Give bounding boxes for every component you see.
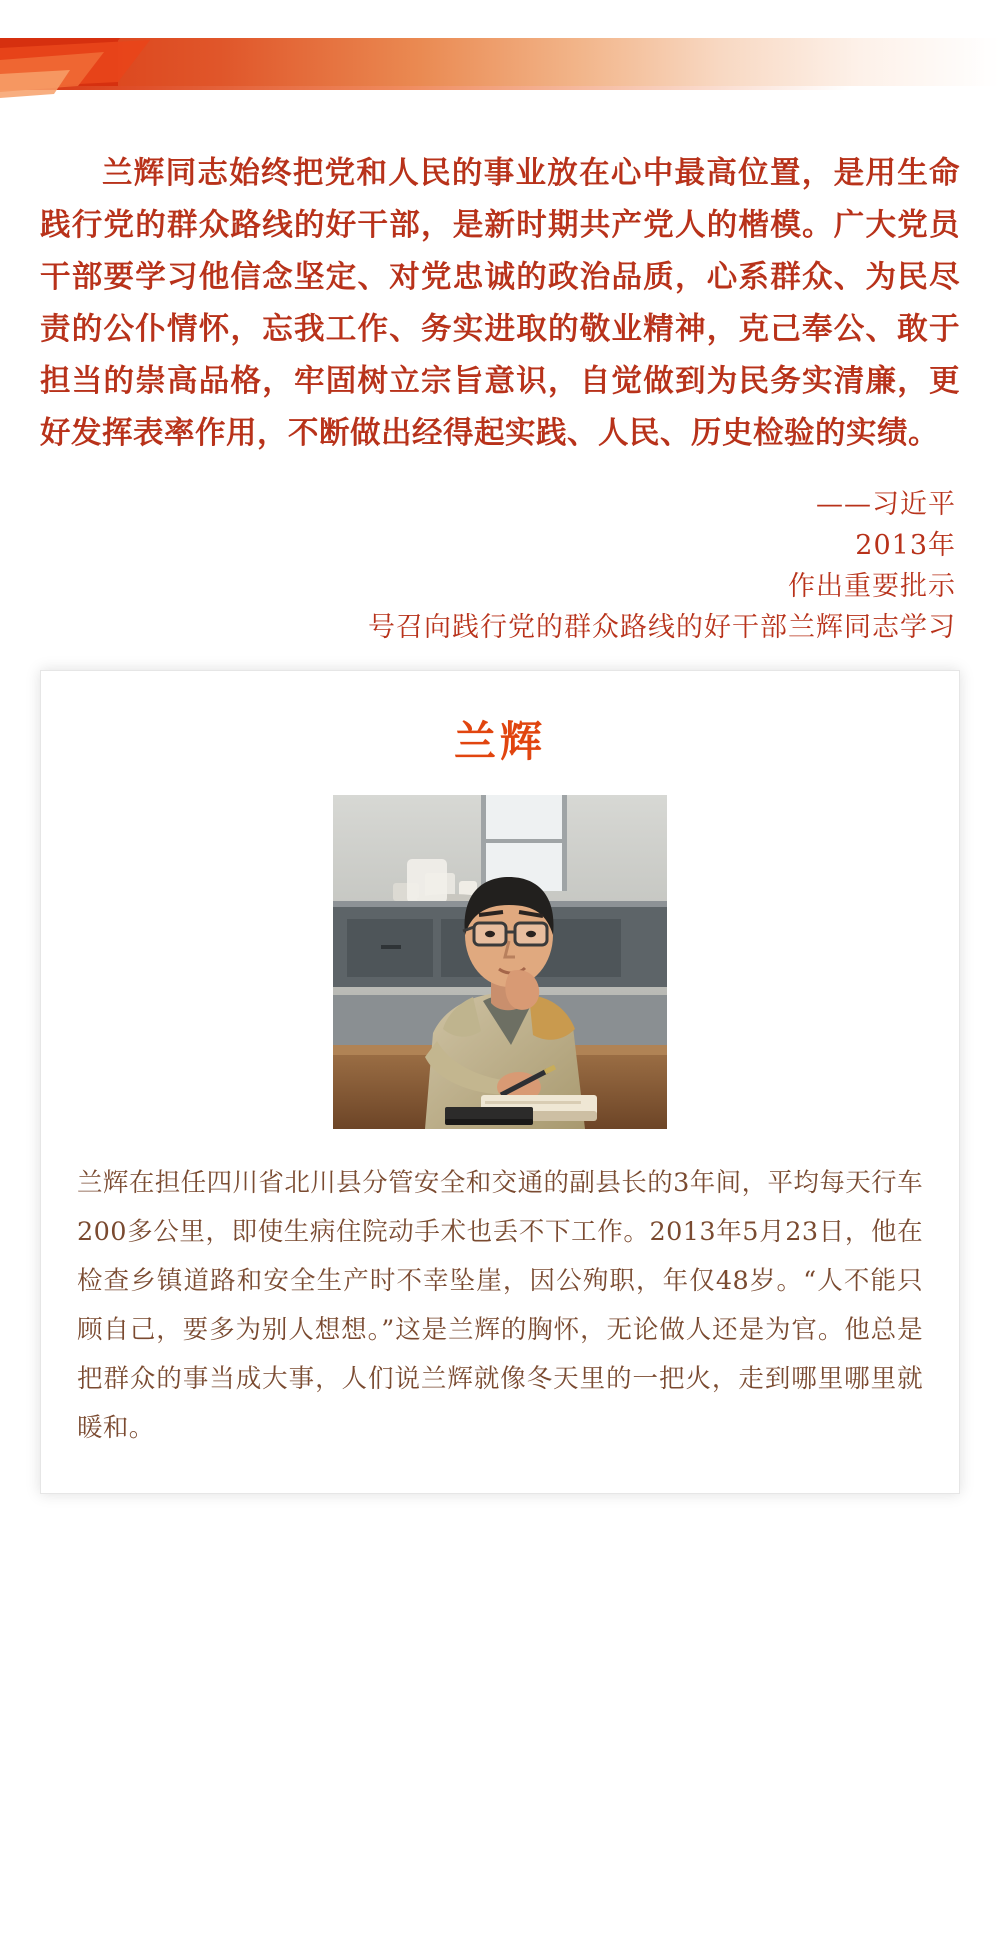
ribbon-swoosh-icon [0,30,260,100]
attribution-line-4: 号召向践行党的群众路线的好干部兰辉同志学习 [368,612,956,643]
attribution-line-3: 作出重要批示 [788,571,956,602]
person-photo-illustration [333,795,667,1129]
biography-paragraph: 兰辉在担任四川省北川县分管安全和交通的副县长的3年间，平均每天行车200多公里，即使生病住院动手术也丢不下工作。2013年5月23日，他在检查乡镇道路和安全生产时不幸坠崖，因公殉职，年仅48岁。“人不能只顾自己，要多为别人想想。”这是兰辉的胸怀，无论做人还是为官。他总是把群众的事当成大事，人们说兰辉就像冬天里的一把火，走到哪里哪里就暖和。 [77,1168,923,1443]
quote-attribution [40,484,960,648]
top-banner [0,0,1000,122]
quote-section [0,122,1000,648]
quote-paragraph: 兰辉同志始终把党和人民的事业放在心中最高位置，是用生命践行党的群众路线的好干部，是新时期共产党人的楷模。广大党员干部要学习他信念坚定、对党忠诚的政治品质，心系群众、为民尽责的公仆情怀，忘我工作、务实进取的敬业精神，克己奉公、敢于担当的崇高品格，牢固树立宗旨意识，自觉做到为民务实清廉，更好发挥表率作用，不断做出经得起实践、人民、历史检验的实绩。 [40,156,960,451]
attribution-line-1: ——习近平 [816,489,956,520]
profile-card [40,670,960,1494]
attribution-line-2: 2013年 [855,530,956,561]
person-name-title: 兰辉 [453,717,546,766]
person-photo [333,795,667,1129]
